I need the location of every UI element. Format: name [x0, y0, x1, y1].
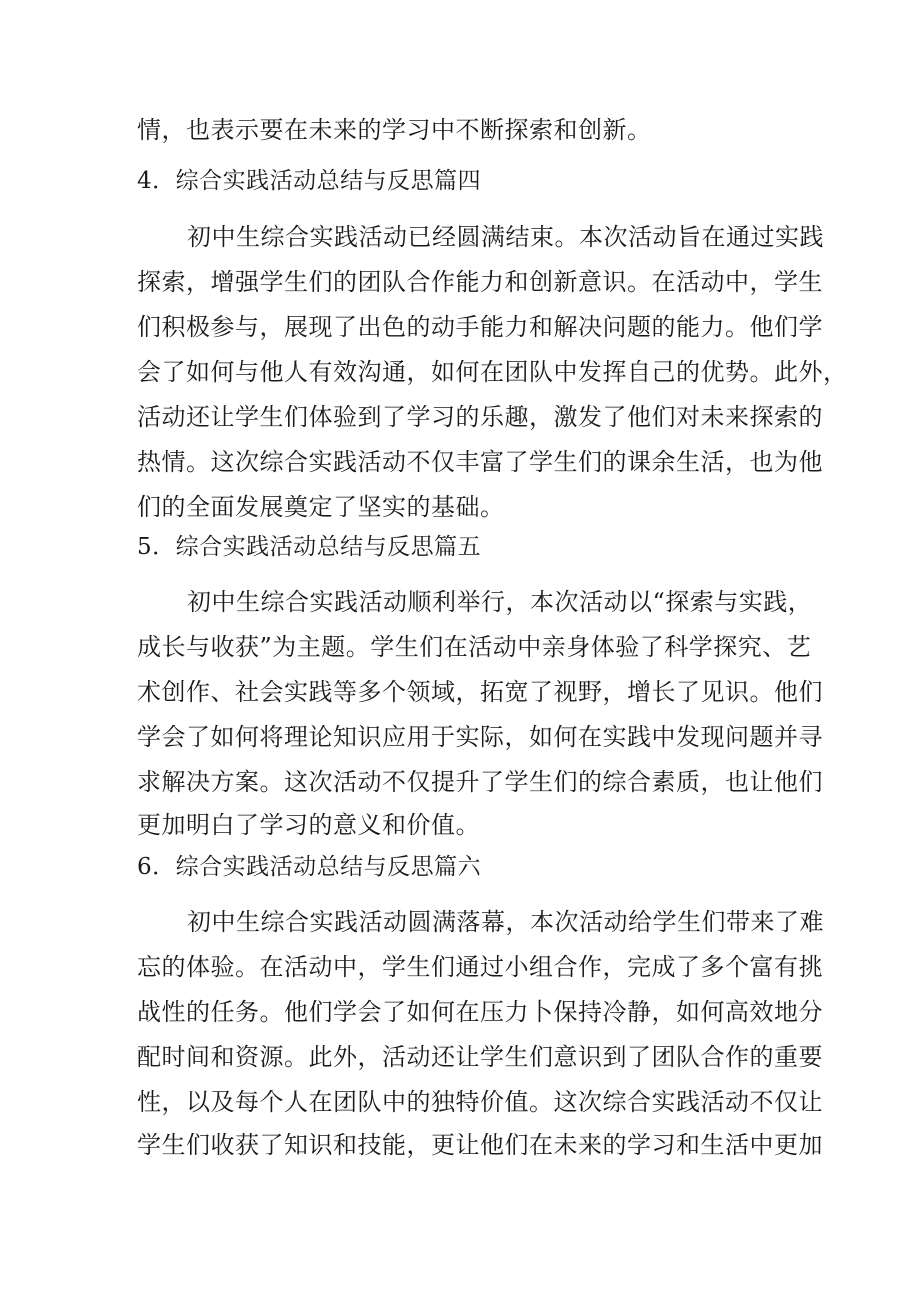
paragraph-line: 们的全面发展奠定了坚实的基础。: [137, 493, 505, 521]
paragraph-line: 更加明白了学习的意义和价值。: [137, 811, 480, 839]
paragraph-line: 配时间和资源。此外，活动还让学生们意识到了团队合作的重要: [137, 1043, 823, 1071]
paragraph-line: 情，也表示要在未来的学习中不断探索和创新。: [137, 116, 652, 144]
paragraph-line: 热情。这次综合实践活动不仅丰富了学生们的课余生活，也为他: [137, 448, 823, 476]
section-heading-6: 6．综合实践活动总结与反思篇六: [137, 854, 482, 880]
section-heading-5: 5．综合实践活动总结与反思篇五: [137, 534, 482, 560]
paragraph-line: 会了如何与他人有效沟通，如何在团队中发挥自己的优势。此外，: [137, 358, 848, 386]
paragraph-line: 学生们收获了知识和技能，更让他们在未来的学习和生活中更加: [137, 1131, 823, 1159]
paragraph-line: 术创作、社会实践等多个领域，拓宽了视野，增长了见识。他们: [137, 678, 823, 706]
paragraph-line: 性，以及每个人在团队中的独特价值。这次综合实践活动不仅让: [137, 1088, 823, 1116]
paragraph-line: 初中生综合实践活动顺利举行，本次活动以“探索与实践，: [187, 588, 813, 616]
paragraph-line: 忘的体验。在活动中，学生们通过小组合作，完成了多个富有挑: [137, 953, 823, 981]
section-heading-4: 4．综合实践活动总结与反思篇四: [137, 168, 482, 194]
paragraph-line: 成长与收获”为主题。学生们在活动中亲身体验了科学探究、艺: [137, 633, 812, 661]
paragraph-line: 初中生综合实践活动圆满落幕，本次活动给学生们带来了难: [187, 908, 824, 936]
paragraph-line: 们积极参与，展现了出色的动手能力和解决问题的能力。他们学: [137, 313, 823, 341]
paragraph-line: 探索，增强学生们的团队合作能力和创新意识。在活动中，学生: [137, 268, 823, 296]
paragraph-line: 求解决方案。这次活动不仅提升了学生们的综合素质，也让他们: [137, 768, 823, 796]
paragraph-line: 初中生综合实践活动已经圆满结束。本次活动旨在通过实践: [187, 223, 824, 251]
paragraph-line: 活动还让学生们体验到了学习的乐趣，激发了他们对未来探索的: [137, 403, 823, 431]
paragraph-line: 学会了如何将理论知识应用于实际，如何在实践中发现问题并寻: [137, 723, 823, 751]
paragraph-line: 战性的任务。他们学会了如何在压力卜保持冷静，如何高效地分: [137, 998, 823, 1026]
